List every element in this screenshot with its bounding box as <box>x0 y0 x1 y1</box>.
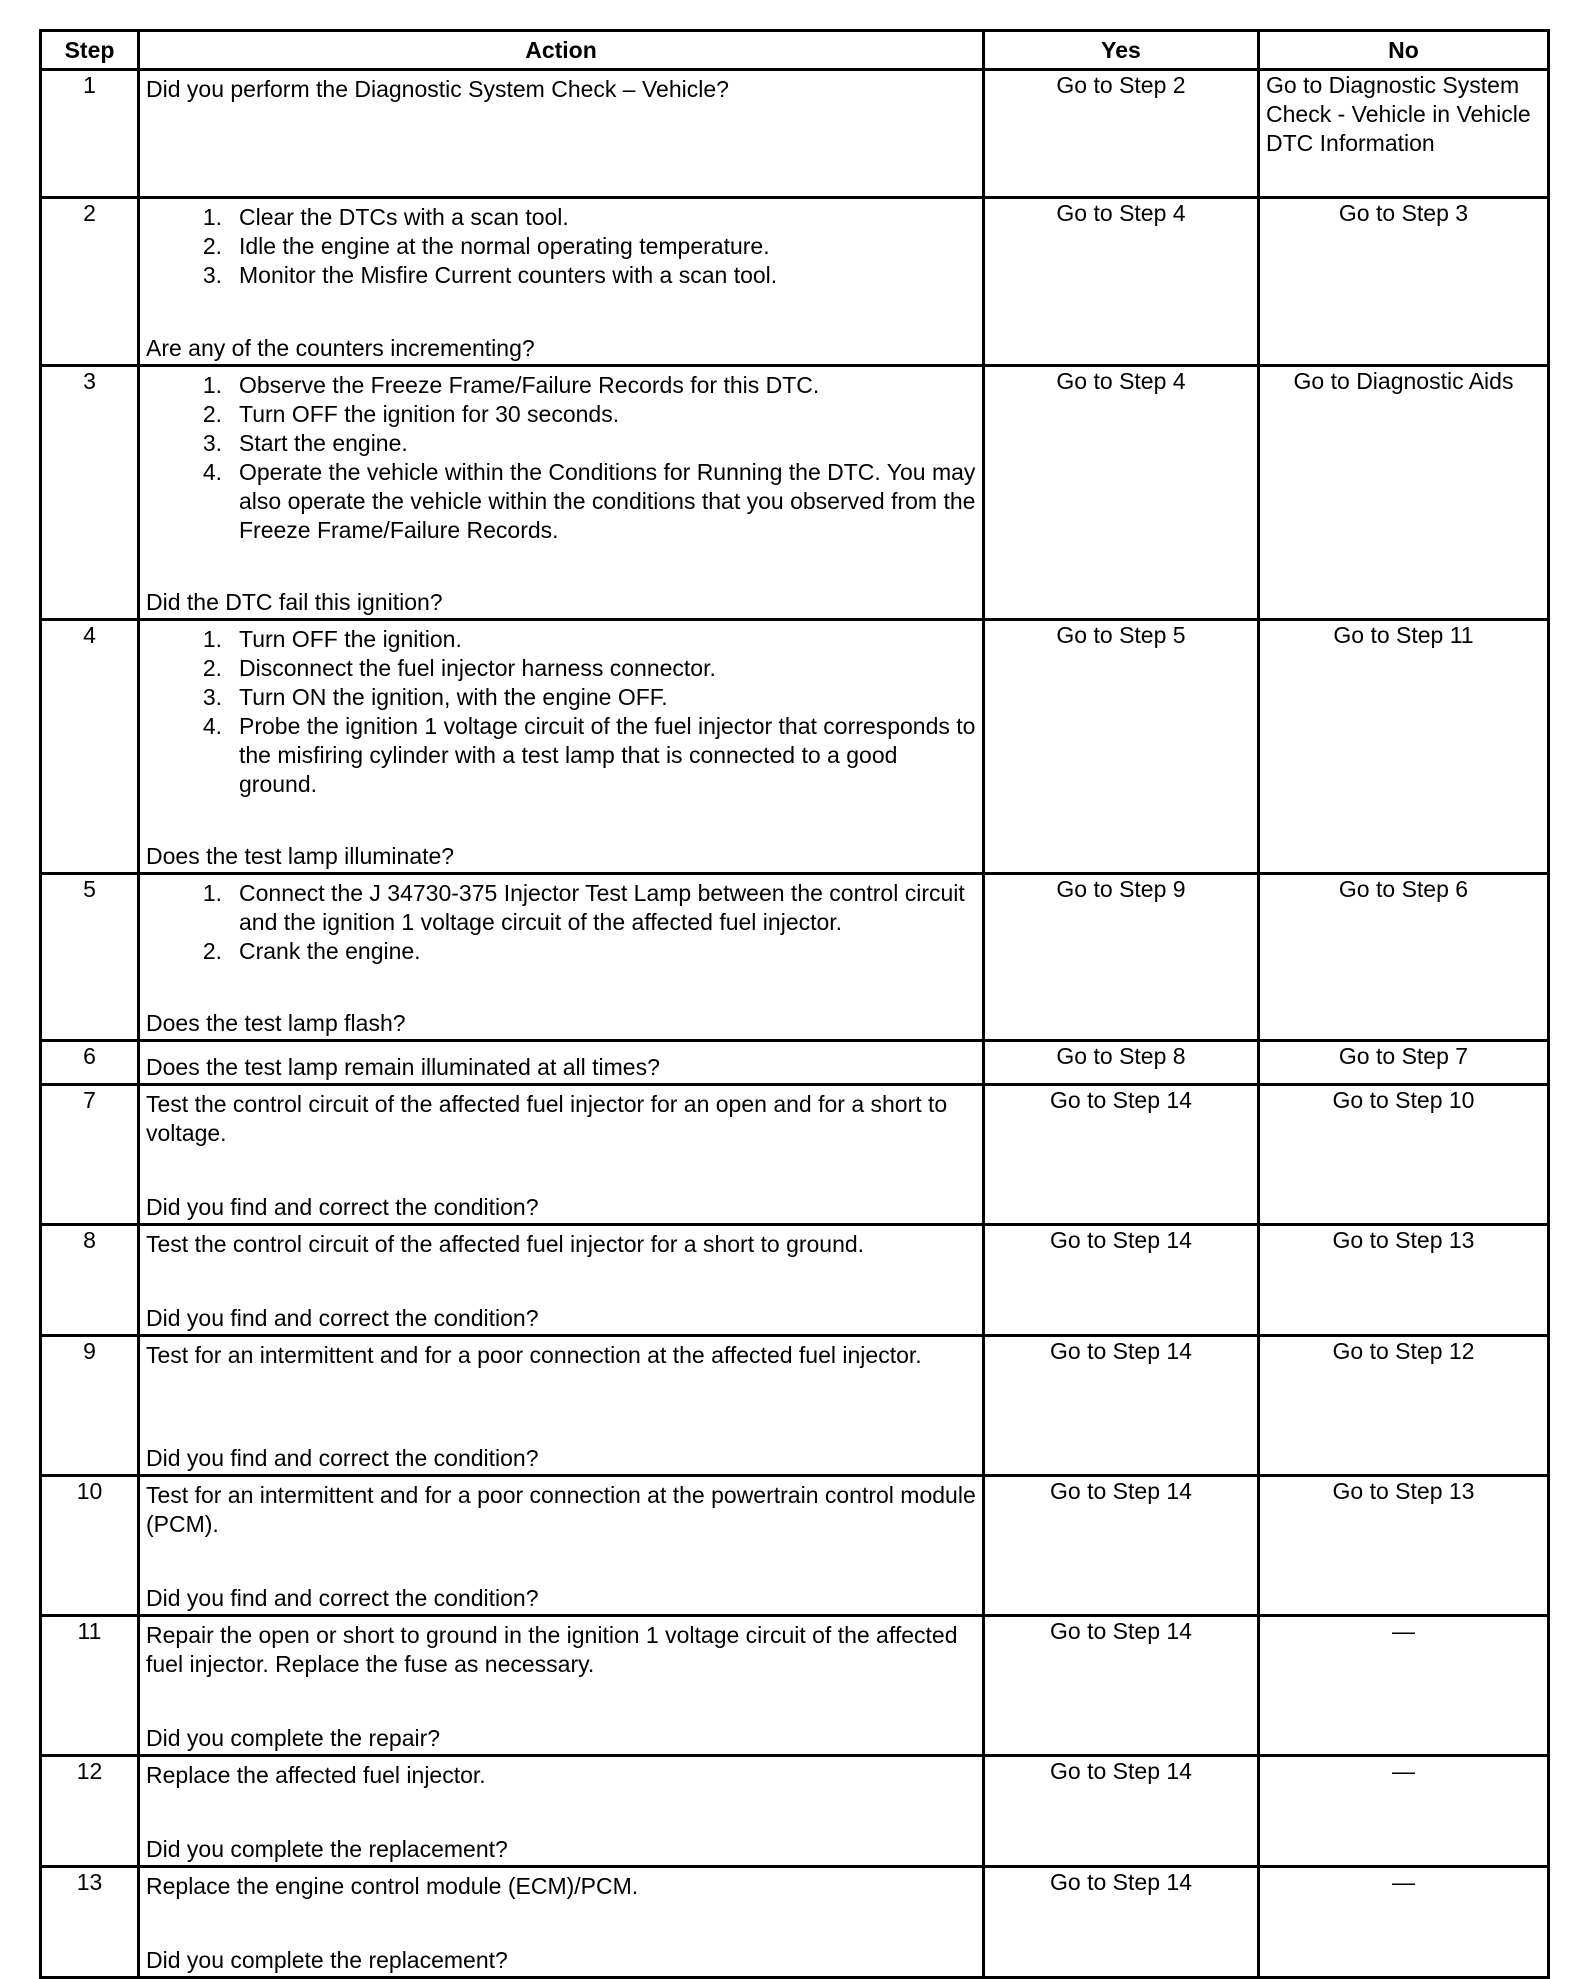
substep-text: Idle the engine at the normal operating temperature. <box>239 233 770 259</box>
table-row <box>41 1756 1549 1867</box>
action-text: Test the control circuit of the affected fuel injector for an open and for a short to voltage. <box>146 1091 948 1146</box>
substep-item <box>146 203 976 232</box>
action-question: Does the test lamp remain illuminated at all times? <box>146 1054 660 1080</box>
no-outcome: Go to Diagnostic Aids <box>1259 366 1549 620</box>
substep-list <box>146 203 976 290</box>
table-body <box>41 70 1549 1978</box>
substep-number: 3. <box>202 684 222 710</box>
header-no: No <box>1259 31 1549 70</box>
substep-number: 2. <box>202 938 222 964</box>
no-outcome: — <box>1259 1756 1549 1867</box>
substep-number: 3. <box>202 262 222 288</box>
substep-number: 1. <box>202 372 222 398</box>
substep-item <box>146 458 976 545</box>
table-row <box>41 874 1549 1041</box>
substep-list <box>146 625 976 799</box>
action-content <box>146 875 976 1039</box>
substep-item <box>146 261 976 290</box>
no-outcome: Go to Step 3 <box>1259 198 1549 366</box>
action-cell <box>139 1225 984 1336</box>
table-row <box>41 366 1549 620</box>
substep-item <box>146 937 976 966</box>
table-row <box>41 1225 1549 1336</box>
step-number: 5 <box>41 874 139 1041</box>
substep-item <box>146 400 976 429</box>
action-question: Are any of the counters incrementing? <box>146 335 535 361</box>
yes-outcome: Go to Step 9 <box>984 874 1259 1041</box>
action-question: Did you complete the repair? <box>146 1725 441 1751</box>
header-step: Step <box>41 31 139 70</box>
header-action: Action <box>139 31 984 70</box>
action-cell <box>139 1476 984 1616</box>
action-instructions <box>146 875 976 966</box>
action-instructions <box>146 1757 976 1790</box>
action-instructions <box>146 1617 976 1679</box>
action-content <box>146 1617 976 1754</box>
action-instructions <box>146 367 976 545</box>
table-row <box>41 1336 1549 1476</box>
substep-text: Probe the ignition 1 voltage circuit of the fuel injector that corresponds to the misfiring cylinder with a test lamp that is connected to a good ground. <box>239 713 976 797</box>
substep-text: Start the engine. <box>239 430 408 456</box>
yes-outcome: Go to Step 14 <box>984 1085 1259 1225</box>
yes-outcome: Go to Step 5 <box>984 620 1259 874</box>
action-cell <box>139 1616 984 1756</box>
table-row <box>41 1041 1549 1085</box>
action-content <box>146 1086 976 1223</box>
action-question: Did you complete the replacement? <box>146 1947 508 1973</box>
action-content <box>146 1337 976 1474</box>
step-number: 1 <box>41 70 139 198</box>
yes-outcome: Go to Step 14 <box>984 1616 1259 1756</box>
action-instructions <box>146 1226 976 1259</box>
substep-text: Clear the DTCs with a scan tool. <box>239 204 569 230</box>
header-row <box>41 31 1549 70</box>
substep-number: 1. <box>202 204 222 230</box>
action-text: Repair the open or short to ground in the ignition 1 voltage circuit of the affected fuel injector. Replace the fuse as necessary. <box>146 1622 958 1677</box>
yes-outcome: Go to Step 14 <box>984 1756 1259 1867</box>
step-number: 6 <box>41 1041 139 1085</box>
action-instructions <box>146 1868 976 1901</box>
yes-outcome: Go to Step 14 <box>984 1336 1259 1476</box>
substep-item <box>146 429 976 458</box>
action-instructions <box>146 199 976 290</box>
step-number: 11 <box>41 1616 139 1756</box>
action-cell <box>139 1041 984 1085</box>
action-text: Replace the engine control module (ECM)/PCM. <box>146 1873 639 1899</box>
yes-outcome: Go to Step 2 <box>984 70 1259 198</box>
action-instructions <box>146 1477 976 1539</box>
action-instructions <box>146 1337 976 1370</box>
action-content <box>146 367 976 618</box>
step-number: 8 <box>41 1225 139 1336</box>
substep-number: 4. <box>202 459 222 485</box>
table-row <box>41 1867 1549 1978</box>
substep-item <box>146 712 976 799</box>
yes-outcome: Go to Step 4 <box>984 366 1259 620</box>
step-number: 13 <box>41 1867 139 1978</box>
table-row <box>41 70 1549 198</box>
table-row <box>41 620 1549 874</box>
action-cell <box>139 1336 984 1476</box>
no-outcome: Go to Step 10 <box>1259 1085 1549 1225</box>
action-content <box>146 1477 976 1614</box>
step-number: 4 <box>41 620 139 874</box>
no-outcome: Go to Step 6 <box>1259 874 1549 1041</box>
action-cell <box>139 1085 984 1225</box>
action-cell <box>139 1867 984 1978</box>
action-cell <box>139 70 984 198</box>
action-question: Does the test lamp illuminate? <box>146 843 455 869</box>
action-content <box>146 1042 976 1083</box>
no-outcome: Go to Step 7 <box>1259 1041 1549 1085</box>
substep-number: 1. <box>202 880 222 906</box>
action-content <box>146 71 976 196</box>
substep-number: 1. <box>202 626 222 652</box>
table-row <box>41 198 1549 366</box>
action-text: Replace the affected fuel injector. <box>146 1762 486 1788</box>
action-instructions <box>146 71 976 104</box>
yes-outcome: Go to Step 4 <box>984 198 1259 366</box>
action-text: Test for an intermittent and for a poor connection at the affected fuel injector. <box>146 1342 922 1368</box>
action-question: Did you find and correct the condition? <box>146 1445 539 1471</box>
no-outcome: Go to Step 11 <box>1259 620 1549 874</box>
substep-number: 2. <box>202 655 222 681</box>
action-content <box>146 199 976 364</box>
substep-number: 4. <box>202 713 222 739</box>
action-text: Test for an intermittent and for a poor connection at the powertrain control module (PCM). <box>146 1482 976 1537</box>
yes-outcome: Go to Step 14 <box>984 1476 1259 1616</box>
header-yes: Yes <box>984 31 1259 70</box>
action-instructions <box>146 621 976 799</box>
no-outcome: Go to Diagnostic System Check - Vehicle in Vehicle DTC Information <box>1259 70 1549 198</box>
action-content <box>146 621 976 872</box>
step-number: 2 <box>41 198 139 366</box>
action-content <box>146 1868 976 1976</box>
action-cell <box>139 1756 984 1867</box>
action-cell <box>139 874 984 1041</box>
substep-list <box>146 879 976 966</box>
no-outcome: Go to Step 13 <box>1259 1476 1549 1616</box>
table-row <box>41 1616 1549 1756</box>
substep-text: Connect the J 34730-375 Injector Test Lamp between the control circuit and the ignition 1 voltage circuit of the affected fuel injector. <box>239 880 965 935</box>
diagnostic-table <box>39 29 1550 1979</box>
substep-item <box>146 371 976 400</box>
substep-item <box>146 654 976 683</box>
substep-text: Turn OFF the ignition for 30 seconds. <box>239 401 620 427</box>
action-question: Did the DTC fail this ignition? <box>146 589 443 615</box>
yes-outcome: Go to Step 8 <box>984 1041 1259 1085</box>
step-number: 7 <box>41 1085 139 1225</box>
substep-number: 2. <box>202 401 222 427</box>
action-question: Did you find and correct the condition? <box>146 1585 539 1611</box>
step-number: 12 <box>41 1756 139 1867</box>
substep-list <box>146 371 976 545</box>
substep-text: Operate the vehicle within the Conditions for Running the DTC. You may also operate the vehicle within the conditions that you observed from the Freeze Frame/Failure Records. <box>239 459 976 543</box>
action-text: Test the control circuit of the affected fuel injector for a short to ground. <box>146 1231 865 1257</box>
substep-item <box>146 879 976 937</box>
action-cell <box>139 198 984 366</box>
substep-text: Observe the Freeze Frame/Failure Records for this DTC. <box>239 372 820 398</box>
step-number: 3 <box>41 366 139 620</box>
substep-number: 3. <box>202 430 222 456</box>
no-outcome: Go to Step 13 <box>1259 1225 1549 1336</box>
action-instructions <box>146 1086 976 1148</box>
substep-item <box>146 232 976 261</box>
yes-outcome: Go to Step 14 <box>984 1867 1259 1978</box>
action-cell <box>139 620 984 874</box>
action-content <box>146 1757 976 1865</box>
action-text: Did you perform the Diagnostic System Check – Vehicle? <box>146 76 729 102</box>
no-outcome: — <box>1259 1616 1549 1756</box>
action-question: Did you complete the replacement? <box>146 1836 508 1862</box>
action-question: Does the test lamp flash? <box>146 1010 406 1036</box>
yes-outcome: Go to Step 14 <box>984 1225 1259 1336</box>
step-number: 9 <box>41 1336 139 1476</box>
action-question: Did you find and correct the condition? <box>146 1305 539 1331</box>
table-row <box>41 1476 1549 1616</box>
table-row <box>41 1085 1549 1225</box>
step-number: 10 <box>41 1476 139 1616</box>
action-content <box>146 1226 976 1334</box>
no-outcome: Go to Step 12 <box>1259 1336 1549 1476</box>
substep-text: Disconnect the fuel injector harness connector. <box>239 655 716 681</box>
substep-text: Monitor the Misfire Current counters with a scan tool. <box>239 262 778 288</box>
substep-item <box>146 625 976 654</box>
no-outcome: — <box>1259 1867 1549 1978</box>
substep-item <box>146 683 976 712</box>
substep-text: Turn ON the ignition, with the engine OFF. <box>239 684 668 710</box>
action-question: Did you find and correct the condition? <box>146 1194 539 1220</box>
substep-number: 2. <box>202 233 222 259</box>
substep-text: Crank the engine. <box>239 938 421 964</box>
substep-text: Turn OFF the ignition. <box>239 626 462 652</box>
action-cell <box>139 366 984 620</box>
